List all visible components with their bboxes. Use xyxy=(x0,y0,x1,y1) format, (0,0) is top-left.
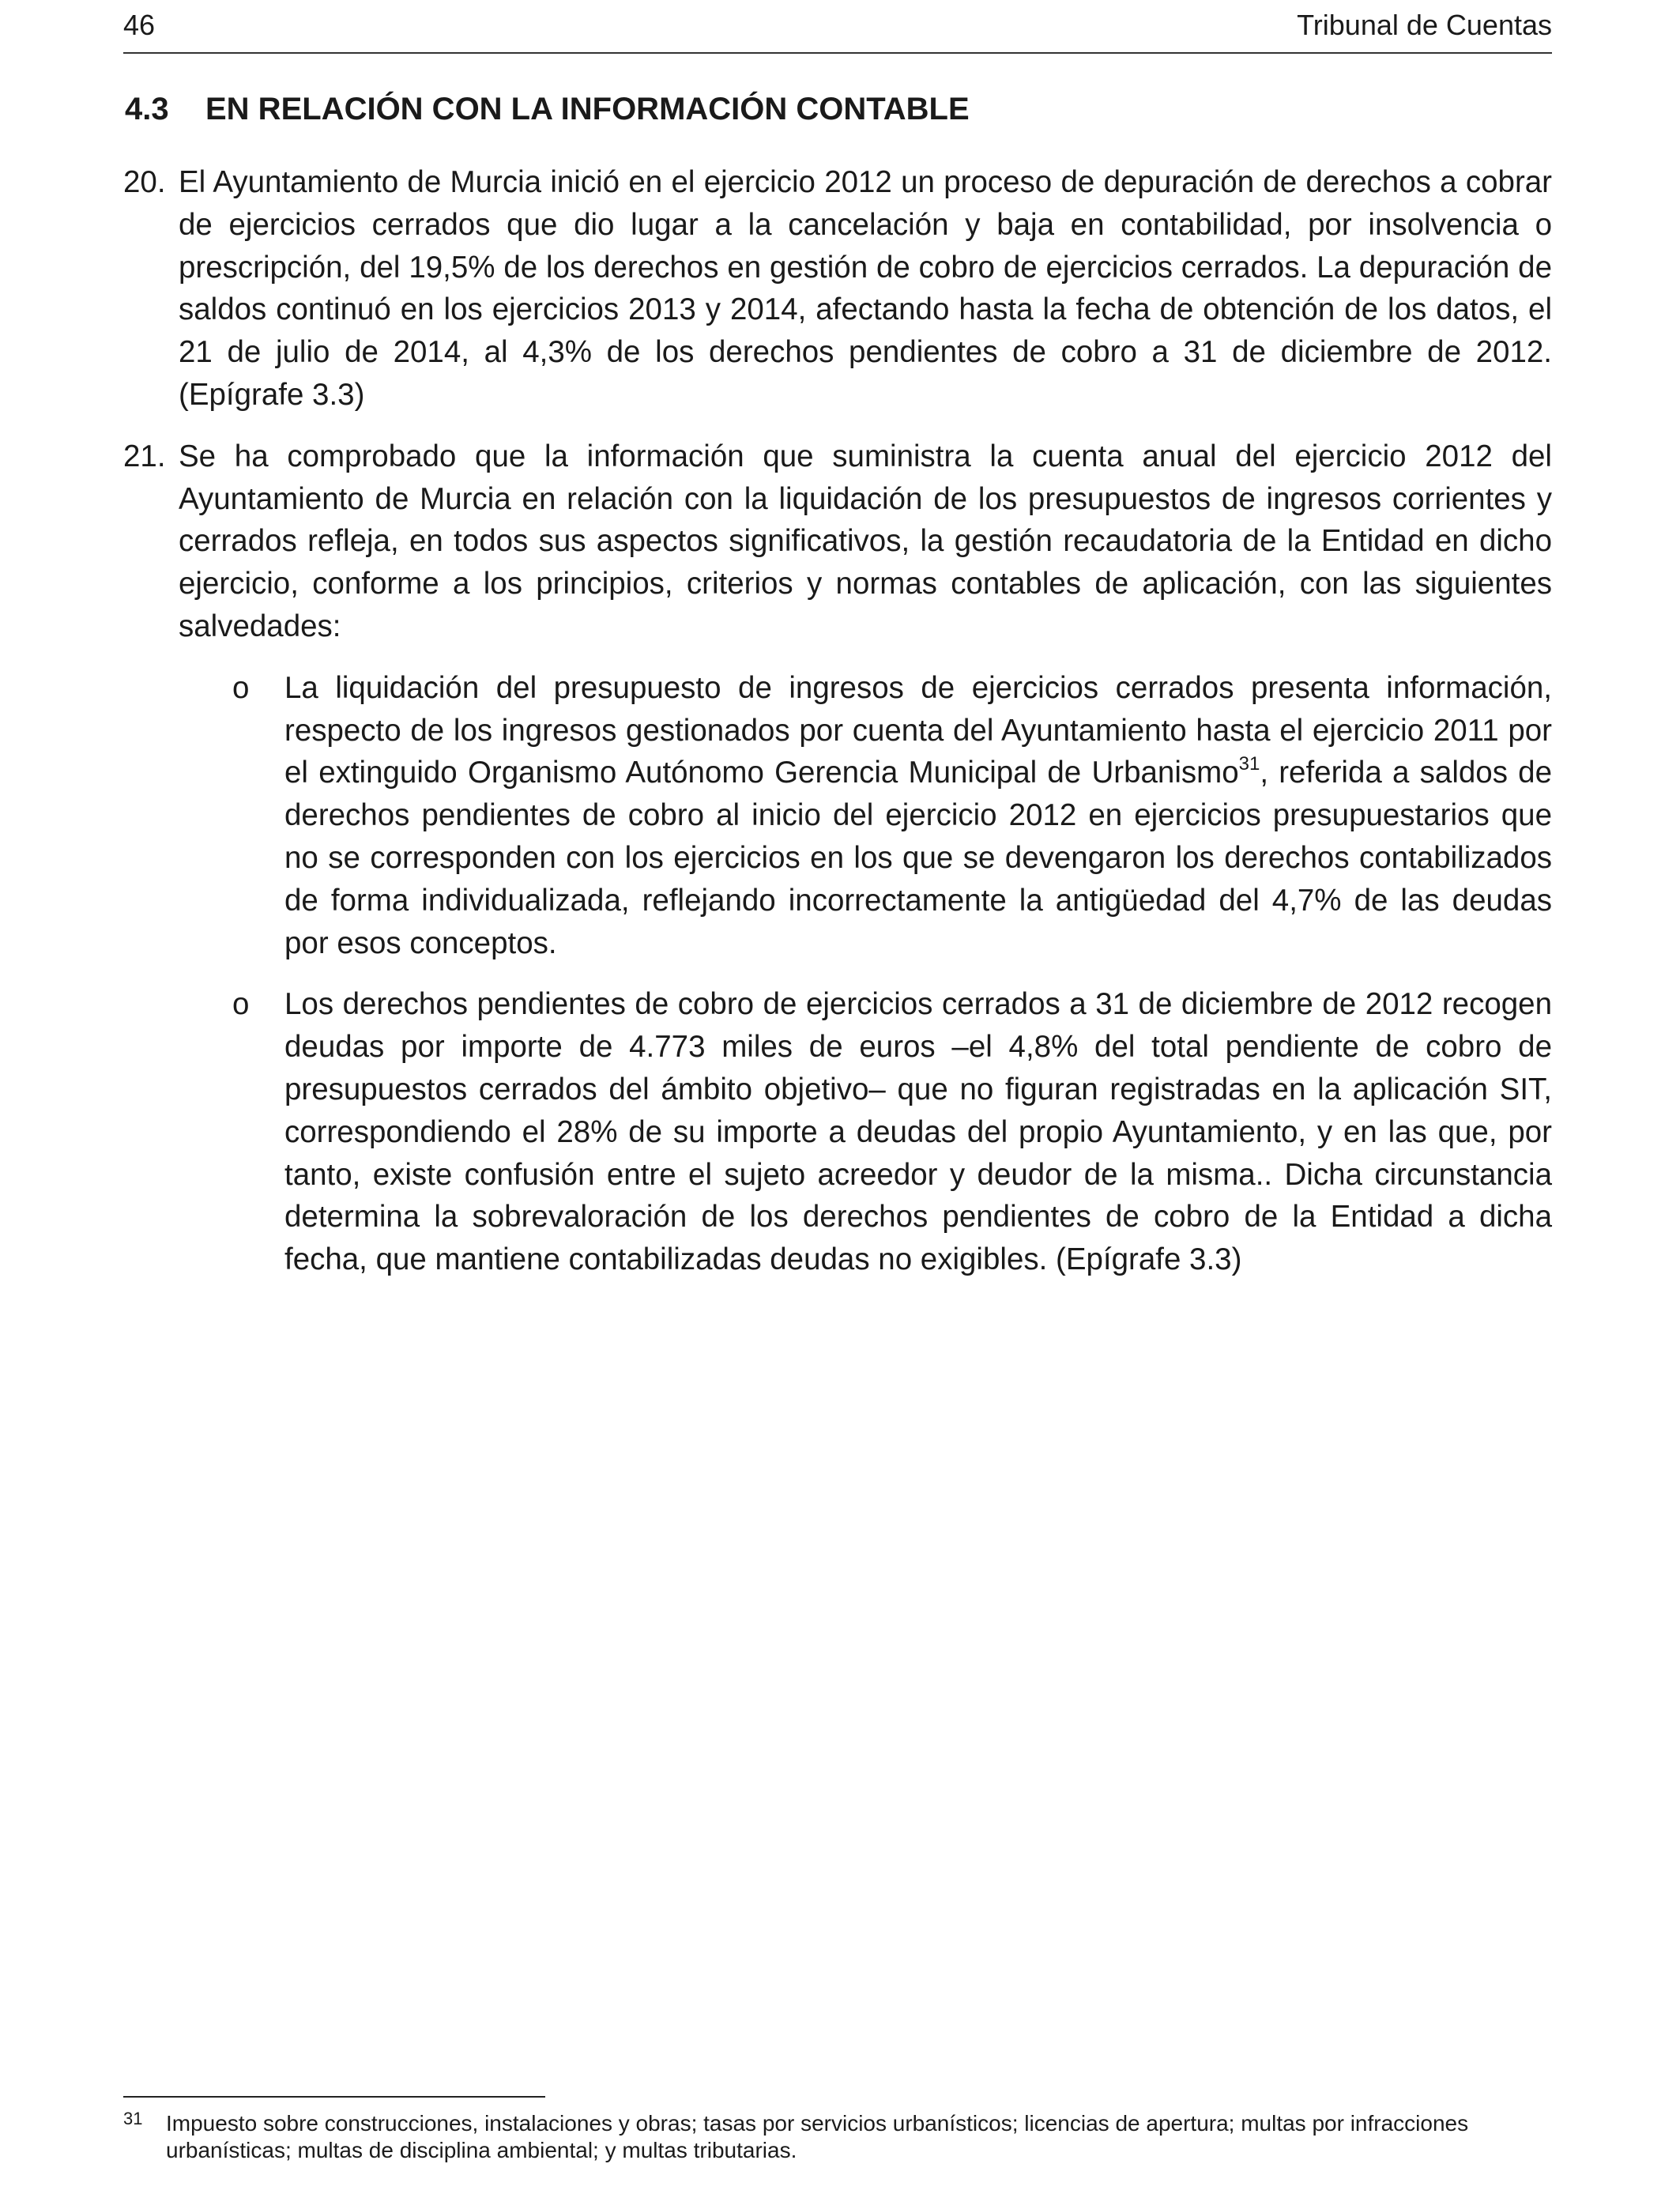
page-number: 46 xyxy=(123,9,156,41)
bullet-text-part: , referida a saldos de derechos pendientes de cobro al inicio del ejercicio 2012 en ejercicios presupuestarios que no se corresponden con los ejercicios en los que se devengaron los derechos contabilizados de forma individualizada, reflejando incorrectamente la antigüedad del 4,7% de las deudas por esos conceptos. xyxy=(284,756,1553,960)
section-heading xyxy=(125,89,970,130)
footnote-text: Impuesto sobre construcciones, instalaciones y obras; tasas por servicios urbanísticos; licencias de apertura; multas por infracciones urbanísticas; multas de disciplina ambiental; y multas tributarias. xyxy=(166,2111,1469,2162)
bullet-text-part: La liquidación del presupuesto de ingresos de ejercicios cerrados presenta información, respecto de los ingresos gestionados por cuenta del Ayuntamiento hasta el ejercicio 2011 por el extinguido Organismo Autónomo Gerencia Municipal de Urbanismo xyxy=(284,670,1552,790)
paragraph-20 xyxy=(123,161,1552,417)
bullet-item-1 xyxy=(123,667,1552,965)
footnote-reference[interactable]: 31 xyxy=(1238,753,1260,775)
footnote-mark: 31 xyxy=(123,2109,143,2128)
paragraph-text: El Ayuntamiento de Murcia inició en el ejercicio 2012 un proceso de depuración de derechos a cobrar de ejercicios cerrados que dio lugar a la cancelación y baja en contabilidad, por insolvencia o prescripción, del 19,5% de los derechos en gestión de cobro de ejercicios cerrados. La depuración de saldos continuó en los ejercicios 2013 y 2014, afectando hasta la fecha de obtención de los datos, el 21 de julio de 2014, al 4,3% de los derechos pendientes de cobro a 31 de diciembre de 2012. (Epígrafe 3.3) xyxy=(179,165,1552,412)
section-title: EN RELACIÓN CON LA INFORMACIÓN CONTABLE xyxy=(205,92,970,126)
footnote-divider xyxy=(123,2096,545,2098)
bullet-marker: o xyxy=(232,987,250,1022)
footnote xyxy=(123,2110,1552,2164)
bullet-text: Los derechos pendientes de cobro de ejercicios cerrados a 31 de diciembre de 2012 recogen deudas por importe de 4.773 miles de euros –el 4,8% del total pendiente de cobro de presupuestos cerrados del ámbito objetivo– que no figuran registradas en la aplicación SIT, correspondiendo el 28% de su importe a deudas del propio Ayuntamiento, y en las que, por tanto, existe confusión entre el sujeto acreedor y deudor de la misma.. Dicha circunstancia determina la sobrevaloración de los derechos pendientes de cobro de la Entidad a dicha fecha, que mantiene contabilizadas deudas no exigibles. (Epígrafe 3.3) xyxy=(284,987,1552,1277)
paragraph-number: 21. xyxy=(123,439,166,473)
bullet-text xyxy=(284,671,1552,960)
paragraph-text: Se ha comprobado que la información que suministra la cuenta anual del ejercicio 2012 del Ayuntamiento de Murcia en relación con la liquidación de los presupuestos de ingresos corrientes y cerrados refleja, en todos sus aspectos significativos, la gestión recaudatoria de la Entidad en dicho ejercicio, conforme a los principios, criterios y normas contables de aplicación, con las siguientes salvedades: xyxy=(179,439,1552,643)
bullet-marker: o xyxy=(232,670,250,705)
bullet-item-2 xyxy=(123,983,1552,1281)
running-title: Tribunal de Cuentas xyxy=(1297,9,1552,41)
body-content xyxy=(123,161,1552,1300)
paragraph-21 xyxy=(123,435,1552,648)
paragraph-number: 20. xyxy=(123,165,166,199)
section-number: 4.3 xyxy=(125,92,169,126)
page-header xyxy=(123,8,1552,54)
